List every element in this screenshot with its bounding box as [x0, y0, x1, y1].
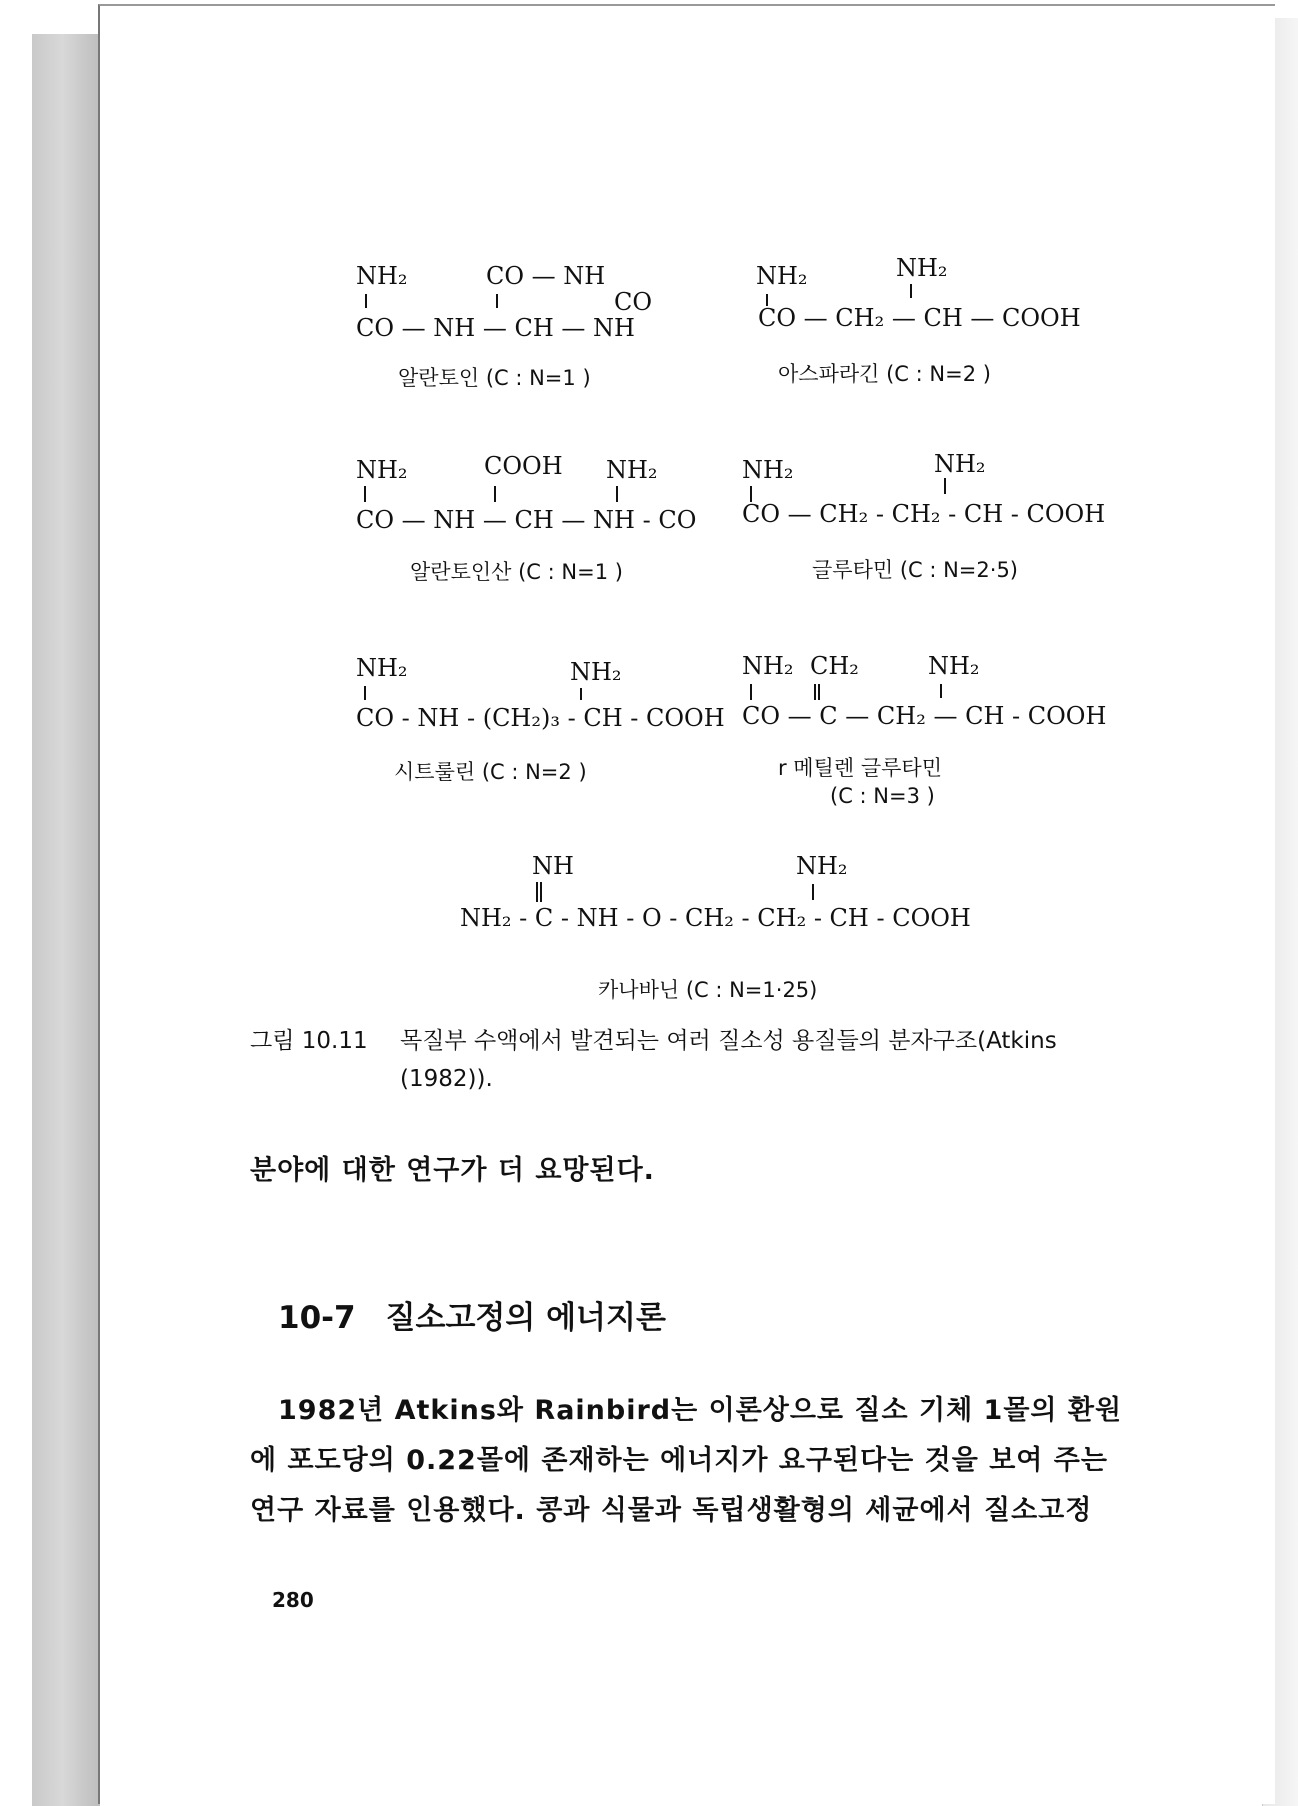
canavanine-name: 카나바닌 (C : N=1·25) — [598, 978, 818, 1002]
methylene-glutamine-nh2-left: NH₂ — [742, 652, 794, 680]
continuation-text: 분야에 대한 연구가 더 요망된다. — [250, 1155, 655, 1186]
methylene-glutamine-name-line2: (C : N=3 ) — [830, 784, 935, 808]
citrulline-name: 시트룰린 (C : N=2 ) — [394, 760, 587, 784]
allantoic-acid-nh2-right: NH₂ — [606, 456, 658, 484]
paragraph-line1: 1982년 Atkins와 Rainbird는 이론상으로 질소 기체 1몰의 환원 — [278, 1395, 1123, 1426]
allantoic-acid-main: CO — NH — CH — NH - CO — [356, 506, 697, 534]
asparagine-nh2-right: NH₂ — [896, 254, 948, 282]
paragraph-line2: 에 포도당의 0.22몰에 존재하는 에너지가 요구된다는 것을 보여 주는 — [250, 1445, 1108, 1476]
section-heading — [278, 1292, 666, 1337]
body-paragraph — [250, 1386, 1150, 1536]
glutamine-main: CO — CH₂ - CH₂ - CH - COOH — [742, 500, 1106, 528]
canavanine-main: NH₂ - C - NH - O - CH₂ - CH₂ - CH - COOH — [460, 904, 971, 932]
allantoin-ring-top: CO — NH — [486, 262, 606, 290]
methylene-glutamine-name-line1: r 메틸렌 글루타민 — [778, 756, 942, 780]
figure-caption — [250, 1022, 1170, 1098]
canavanine-nh2-right: NH₂ — [796, 852, 848, 880]
figure-caption-line1: 목질부 수액에서 발견되는 여러 질소성 용질들의 분자구조(Atkins — [400, 1028, 1057, 1054]
asparagine-main: CO — CH₂ — CH — COOH — [758, 304, 1081, 332]
glutamine-nh2-left: NH₂ — [742, 456, 794, 484]
book-spine — [32, 34, 100, 1806]
glutamine-nh2-right: NH₂ — [934, 450, 986, 478]
methylene-glutamine-nh2-right: NH₂ — [928, 652, 980, 680]
asparagine-nh2-left: NH₂ — [756, 262, 808, 290]
canavanine-nh: NH — [532, 852, 574, 880]
allantoin-name: 알란토인 (C : N=1 ) — [398, 366, 591, 390]
allantoin-ring-co: CO — [614, 288, 653, 316]
page-number: 280 — [272, 1588, 314, 1612]
methylene-glutamine-main: CO — C — CH₂ — CH - COOH — [742, 702, 1107, 730]
allantoic-acid-nh2-left: NH₂ — [356, 456, 408, 484]
citrulline-nh2-right: NH₂ — [570, 658, 622, 686]
glutamine-name: 글루타민 (C : N=2·5) — [812, 558, 1018, 582]
figure-caption-line2: (1982)). — [400, 1066, 493, 1092]
section-title: 질소고정의 에너지론 — [385, 1300, 666, 1336]
allantoin-main: CO — NH — CH — NH — [356, 314, 635, 342]
figure-label: 그림 10.11 — [250, 1028, 368, 1054]
citrulline-main: CO - NH - (CH₂)₃ - CH - COOH — [356, 704, 725, 732]
section-number: 10-7 — [278, 1300, 356, 1336]
allantoic-acid-cooh: COOH — [484, 452, 563, 480]
allantoin-nh2: NH₂ — [356, 262, 408, 290]
citrulline-nh2-left: NH₂ — [356, 654, 408, 682]
asparagine-name: 아스파라긴 (C : N=2 ) — [778, 362, 991, 386]
allantoic-acid-name: 알란토인산 (C : N=1 ) — [410, 560, 623, 584]
methylene-glutamine-ch2: CH₂ — [810, 652, 859, 680]
paragraph-line3: 연구 자료를 인용했다. 콩과 식물과 독립생활형의 세균에서 질소고정 — [250, 1495, 1093, 1526]
